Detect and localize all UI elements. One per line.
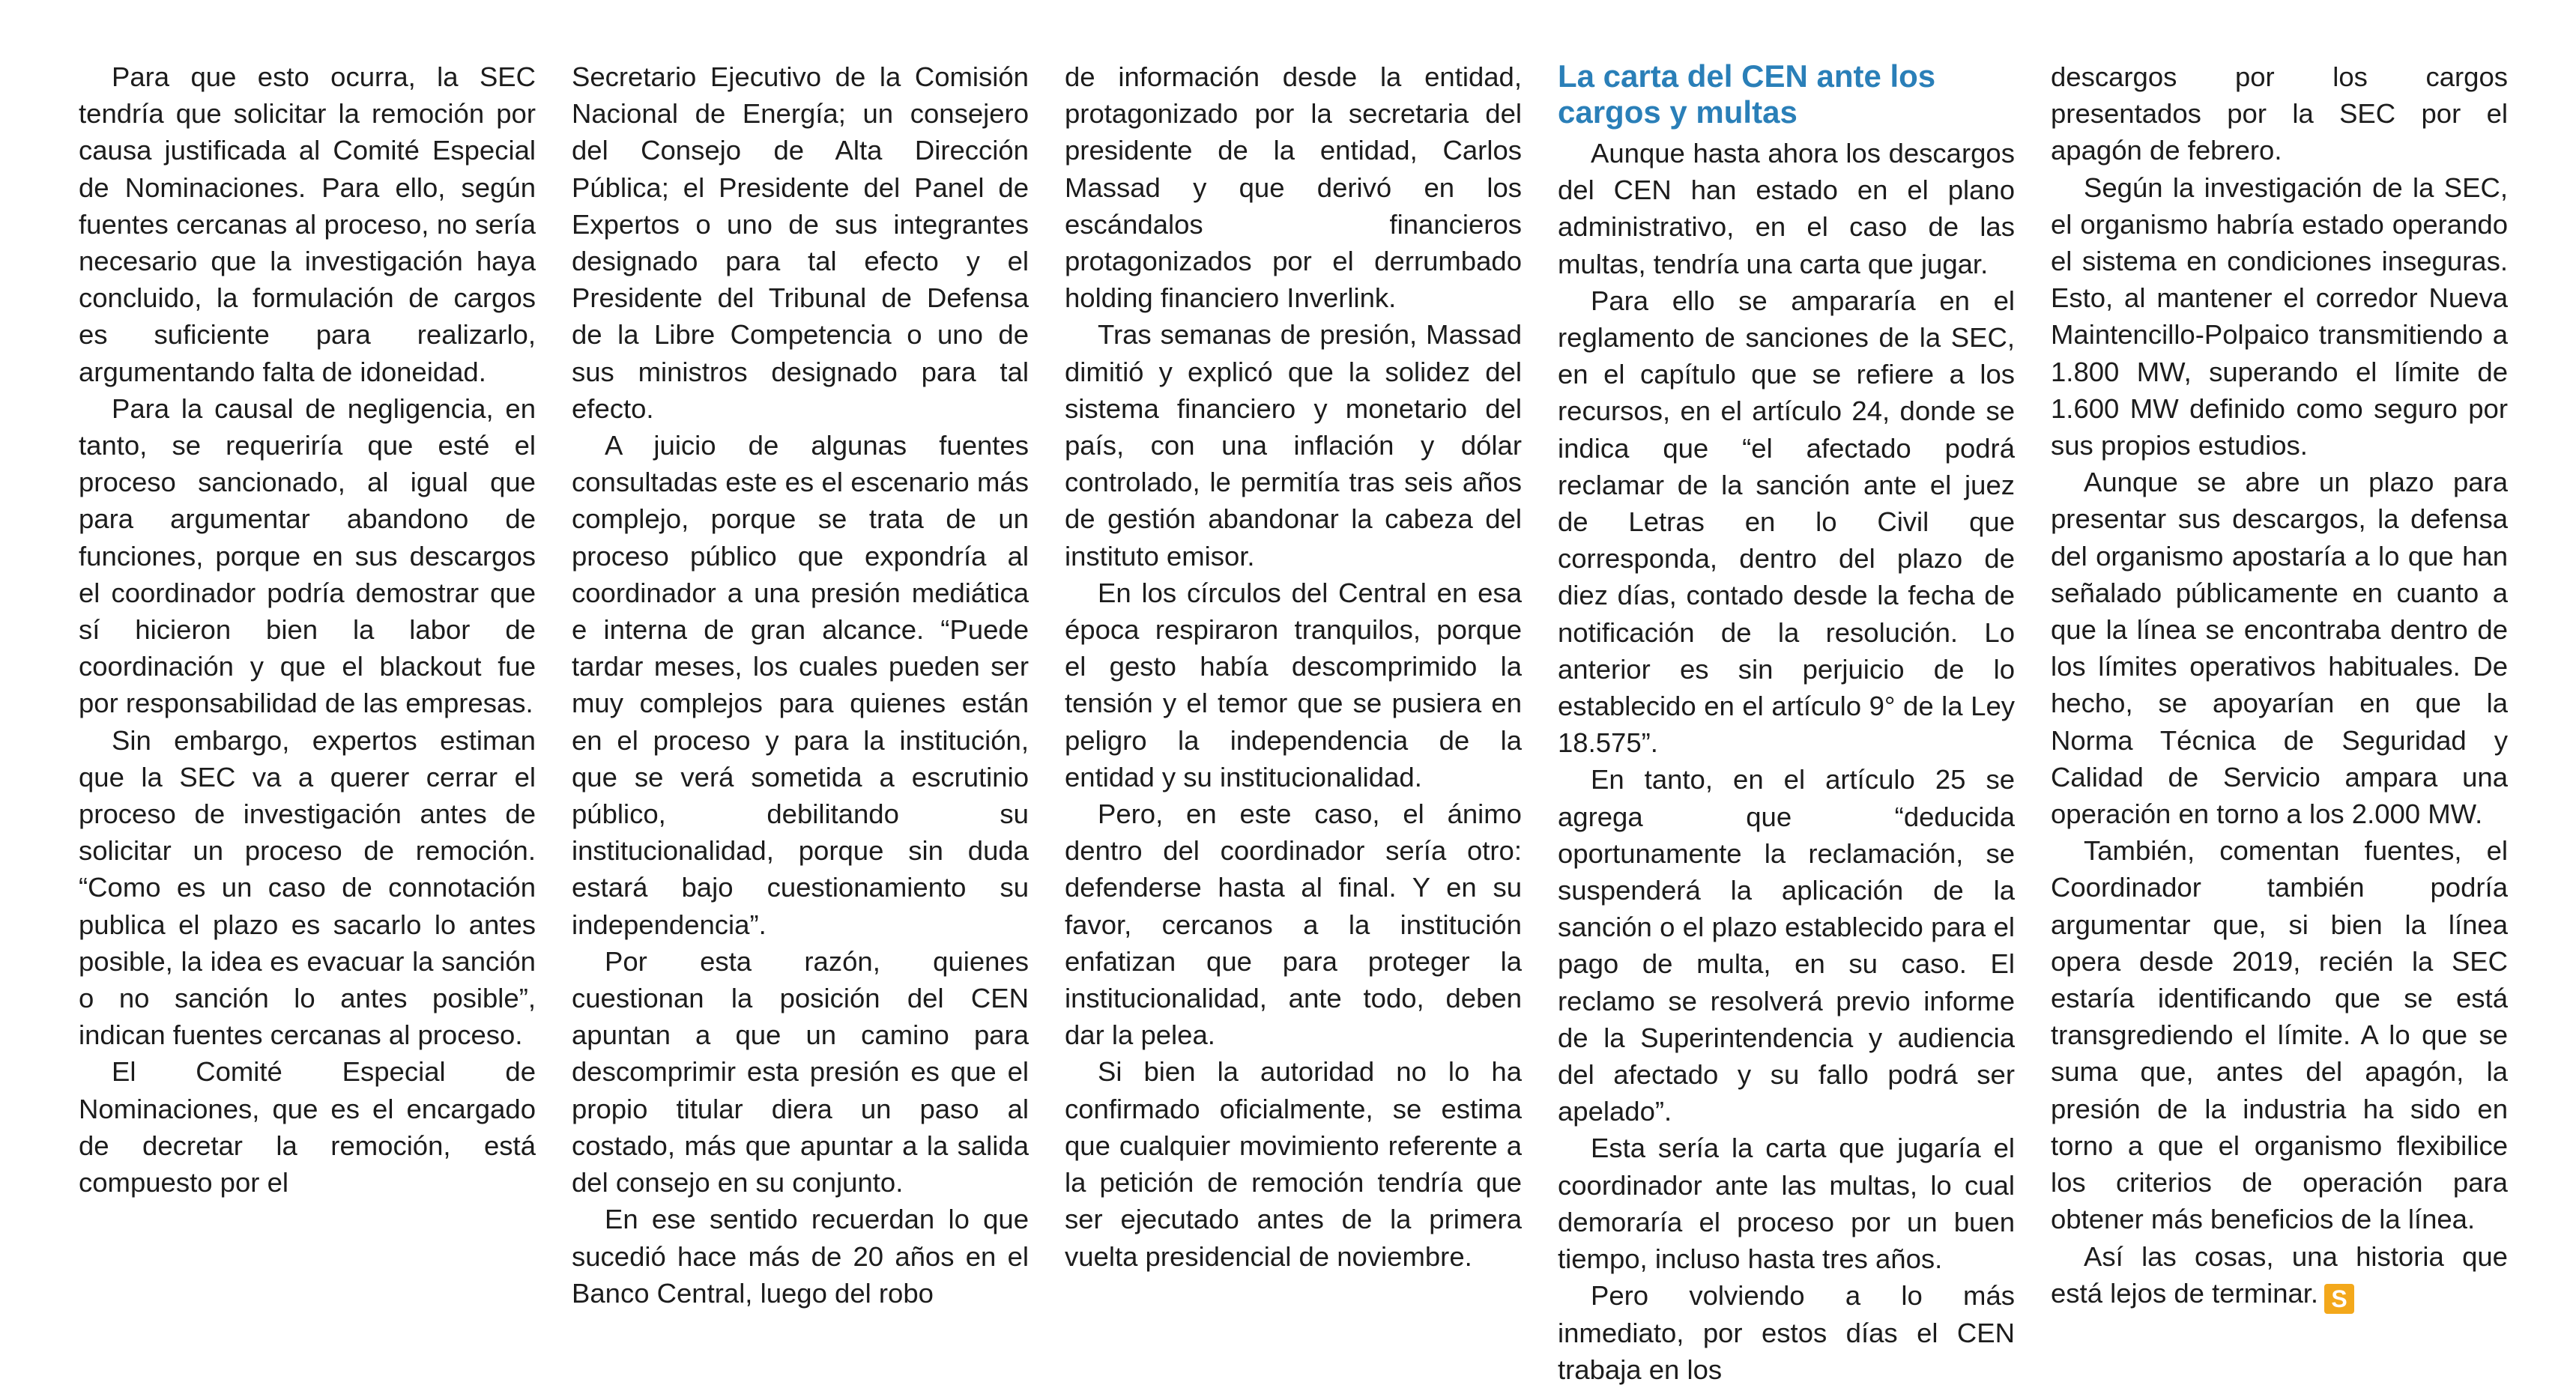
paragraph-continuation: Secretario Ejecutivo de la Comisión Nacional de Energía; un consejero del Consejo de Alta Dirección Pública; el Presidente del Panel de Expertos o uno de sus integrantes designado para tal efecto y el Presidente del Tribunal de Defensa de la Libre Competencia o uno de sus ministros designado para tal efecto. [572,61,1029,424]
section-subheading: La carta del CEN ante los cargos y multas [1558,58,1936,130]
paragraph: Pero, en este caso, el ánimo dentro del coordinador sería otro: defenderse hasta al final. Y en su favor, cercanos a la institución enfatizan que para proteger la institucionalidad, ante todo, deben dar la pelea. [1065,798,1522,1051]
final-paragraph-text: Así las cosas, una historia que está lejos de terminar. [2051,1240,2508,1309]
paragraph: Esta sería la carta que jugaría el coordinador ante las multas, lo cual demoraría el proceso por un buen tiempo, incluso hasta tres años. [1558,1133,2015,1275]
paragraph: A juicio de algunas fuentes consultadas este es el escenario más complejo, porque se trata de un proceso público que expondría al coordinador a una presión mediática e interna de gran alcance. “Puede tardar meses, los cuales pueden ser muy complejos para quienes están en el proceso y para la institución, que se verá sometida a escrutinio público, debilitando su institucionalidad, porque sin duda estará bajo cuestionamiento su independencia”. [572,430,1029,940]
paragraph: El Comité Especial de Nominaciones, que es el encargado de decretar la remoción, está compuesto por el [79,1056,536,1198]
paragraph: También, comentan fuentes, el Coordinador también podría argumentar que, si bien la línea opera desde 2019, recién la SEC estaría identificando que se está transgrediendo el límite. A lo que se suma que, antes del apagón, la presión de la industria ha sido en torno a que el organismo flexibilice los criterios de operación para obtener más beneficios de la línea. [2051,835,2508,1235]
paragraph: Según la investigación de la SEC, el organismo habría estado operando el sistema en condiciones inseguras. Esto, al mantener el corredor Nueva Maintencillo-Polpaico transmitiendo a 1.800 MW, superando el límite de 1.600 MW definido como seguro por sus propios estudios. [2051,172,2508,461]
paragraph-continuation: descargos por los cargos presentados por la SEC por el apagón de febrero. [2051,61,2508,166]
paragraph: Para ello se ampararía en el reglamento de sanciones de la SEC, en el capítulo que se refiere a los recursos, en el artículo 24, donde se indica que “el afectado podrá reclamar de la sanción ante el juez de Letras en lo Civil que corresponda, dentro del plazo de diez días, contado desde la fecha de notificación de la resolución. Lo anterior es sin perjuicio de lo establecido en el artículo 9° de la Ley 18.575”. [1558,285,2015,759]
paragraph: Aunque se abre un plazo para presentar sus descargos, la defensa del organismo apostaría a lo que han señalado públicamente en cuanto a que la línea se encontraba dentro de los límites operativos habituales. De hecho, se apoyarían en que la Norma Técnica de Seguridad y Calidad de Servicio ampara una operación en torno a los 2.000 MW. [2051,467,2508,830]
text-column-2 [572,58,1029,1309]
paragraph: Sin embargo, expertos estiman que la SEC va a querer cerrar el proceso de investigación antes de solicitar un proceso de remoción. “Como es un caso de connotación publica el plazo es sacarlo lo antes posible, la idea es evacuar la sanción o no sanción lo antes posible”, indican fuentes cercanas al proceso. [79,724,536,1051]
paragraph: En ese sentido recuerdan lo que sucedió hace más de 20 años en el Banco Central, luego del robo [572,1204,1029,1309]
paragraph: En tanto, en el artículo 25 se agrega que “deducida oportunamente la reclamación, se suspenderá la aplicación de la sanción o el plazo establecido para el pago de multa, en su caso. El reclamo se resolverá previo informe de la Superintendencia y audiencia del afectado y su fallo podrá ser apelado”. [1558,764,2015,1127]
paragraph: Si bien la autoridad no lo ha confirmado oficialmente, se estima que cualquier movimiento referente a la petición de remoción tendría que ser ejecutado antes de la primera vuelta presidencial de noviembre. [1065,1056,1522,1272]
article-page [79,58,2508,1385]
final-paragraph [2051,1238,2508,1314]
paragraph-continuation: de información desde la entidad, protagonizado por la secretaria del presidente de la entidad, Carlos Massad y que derivó en los escándalos financieros protagonizados por el derrumbado holding financiero Inverlink. [1065,61,1522,314]
text-column-3 [1065,58,1522,1294]
paragraph: Aunque hasta ahora los descargos del CEN han estado en el plano administrativo, en el caso de las multas, tendría una carta que jugar. [1558,138,2015,279]
paragraph: Para la causal de negligencia, en tanto, se requeriría que esté el proceso sancionado, al igual que para argumentar abandono de funciones, porque en sus descargos el coordinador podría demostrar que sí hicieron bien la labor de coordinación y que el blackout fue por responsabilidad de las empresas. [79,393,536,719]
end-of-article-icon: S [2324,1284,2354,1314]
paragraph: En los círculos del Central en esa época respiraron tranquilos, porque el gesto había descomprimido la tensión y el temor que se pusiera en peligro la independencia de la entidad y su institucionalidad. [1065,577,1522,793]
paragraph: Para que esto ocurra, la SEC tendría que solicitar la remoción por causa justificada al Comité Especial de Nominaciones. Para ello, según fuentes cercanas al proceso, no sería necesario que la investigación haya concluido, la formulación de cargos es suficiente para realizarlo, argumentando falta de idoneidad. [79,61,536,387]
paragraph: Pero volviendo a lo más inmediato, por estos días el CEN trabaja en los [1558,1280,2015,1385]
paragraph: Tras semanas de presión, Massad dimitió y explicó que la solidez del sistema financiero y monetario del país, con una inflación y dólar controlado, le permitía tras seis años de gestión abandonar la cabeza del instituto emisor. [1065,319,1522,572]
paragraph: Por esta razón, quienes cuestionan la posición del CEN apuntan a que un camino para descomprimir esta presión es que el propio titular diera un paso al costado, más que apuntar a la salida del consejo en su conjunto. [572,945,1029,1198]
text-column-1 [79,58,536,1294]
text-column-4 [1558,58,2015,1385]
text-column-5 [2051,58,2508,1312]
